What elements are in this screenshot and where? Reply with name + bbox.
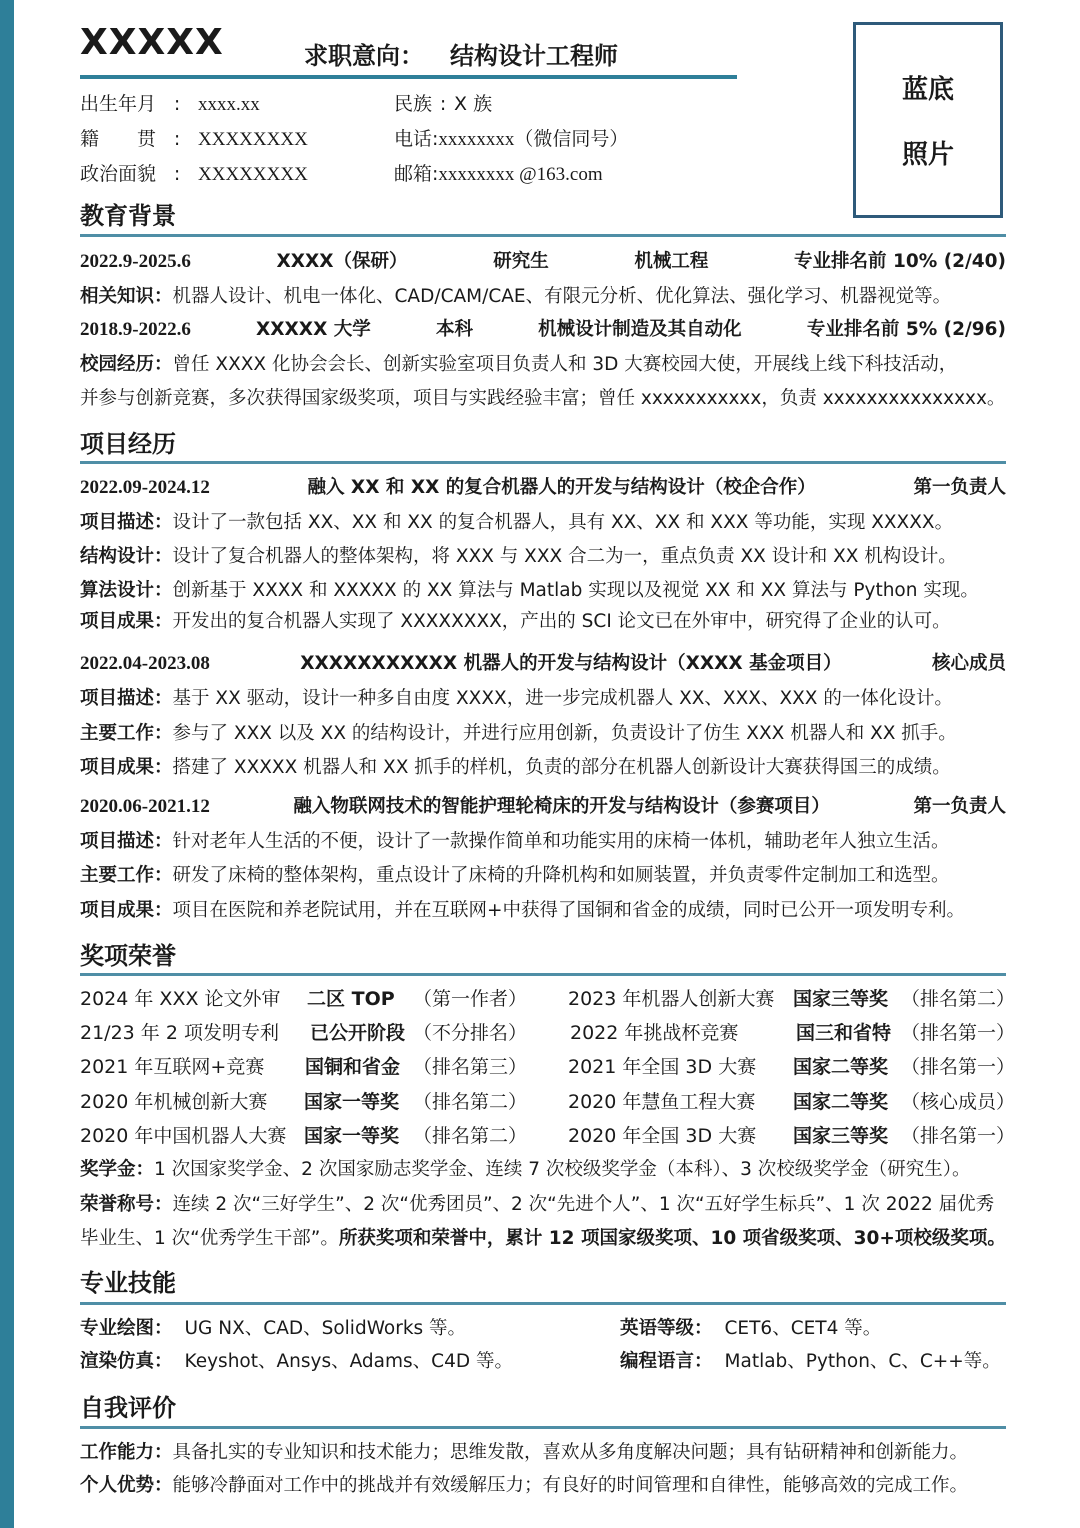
award-item: 2024 年 XXX 论文外审 xyxy=(80,988,281,1010)
edu-entry-1: 2022.9-2025.6 XXXX（保研） 研究生 机械工程 专业排名前 10% (2/40) xyxy=(80,251,1006,272)
award-level: 国家二等奖 xyxy=(793,1091,889,1113)
project-1-line: 项目成果：开发出的复合机器人实现了 XXXXXXXX，产出的 SCI 论文已在外审中，研究得了企业的认可。 xyxy=(80,611,951,632)
award-level: 国家一等奖 xyxy=(304,1091,400,1113)
edu-knowledge: 相关知识：机器人设计、机电一体化、CAD/CAM/CAE、有限元分析、优化算法、强化学习、机器视觉等。 xyxy=(80,286,952,307)
award-item: 2021 年全国 3D 大赛 xyxy=(568,1056,757,1078)
scholarship-line: 奖学金：1 次国家奖学金、2 次国家励志奖学金、连续 7 次校级奖学金（本科）、3 次校级奖学金（研究生）。 xyxy=(80,1159,971,1180)
job-label: 求职意向： xyxy=(304,42,424,70)
award-rank: （核心成员） xyxy=(901,1091,1016,1113)
project-1-line: 项目描述：设计了一款包括 XX、XX 和 XX 的复合机器人，具有 XX、XX 和 XXX 等功能，实现 XXXXX。 xyxy=(80,512,954,533)
self-title: 自我评价 xyxy=(80,1394,176,1422)
project-3-line: 主要工作：研发了床椅的整体架构，重点设计了床椅的升降机构和如厕装置，并负责零件定制加工和选型。 xyxy=(80,865,950,886)
award-item: 2021 年互联网+竞赛 xyxy=(80,1056,265,1078)
info-left xyxy=(80,87,308,192)
edu-campus: 校园经历：曾任 XXXX 化协会会长、创新实验室项目负责人和 3D 大赛校园大使，开展线上线下科技活动， xyxy=(80,354,958,375)
project-1-line: 结构设计：设计了复合机器人的整体架构，将 XXX 与 XXX 合二为一，重点负责 XX 设计和 XX 机构设计。 xyxy=(80,546,957,567)
project-2-line: 项目描述：基于 XX 驱动，设计一种多自由度 XXXX，进一步完成机器人 XX、XXX、XXX 的一体化设计。 xyxy=(80,688,953,709)
self-ability: 工作能力：具备扎实的专业知识和技术能力；思维发散，喜欢从多角度解决问题；具有钻研精神和创新能力。 xyxy=(80,1442,969,1463)
award-rank: （排名第二） xyxy=(413,1091,528,1113)
award-rank: （排名第三） xyxy=(413,1056,528,1078)
edu-campus-cont: 并参与创新竞赛，多次获得国家级奖项，项目与实践经验丰富；曾任 xxxxxxxxxxx，负责 xxxxxxxxxxxxxxx。 xyxy=(80,388,1006,409)
info-email: 邮箱:xxxxxxxx @163.com xyxy=(394,163,603,185)
honor-summary: 所获奖项和荣誉中，累计 12 项国家级奖项、10 项省级奖项、30+项校级奖项。 xyxy=(338,1228,1006,1249)
award-rank: （不分排名） xyxy=(413,1022,528,1044)
info-origin: 籍 贯 : XXXXXXXX xyxy=(80,128,308,150)
project-3-header: 2020.06-2021.12 融入物联网技术的智能护理轮椅床的开发与结构设计（参赛项目） 第一负责人 xyxy=(80,796,1006,817)
info-politics: 政治面貌 : XXXXXXXX xyxy=(80,163,308,185)
award-level: 二区 TOP xyxy=(307,988,395,1010)
honor-line-cont: 毕业生、1 次“优秀学生干部”。所获奖项和荣誉中，累计 12 项国家级奖项、10 项省级奖项、30+项校级奖项。 xyxy=(80,1228,1006,1249)
project-2-header: 2022.04-2023.08 XXXXXXXXXXX 机器人的开发与结构设计（XXXX 基金项目） 核心成员 xyxy=(80,653,1006,674)
project-1-header: 2022.09-2024.12 融入 XX 和 XX 的复合机器人的开发与结构设计（校企合作） 第一负责人 xyxy=(80,477,1006,498)
info-phone: 电话:xxxxxxxx（微信同号） xyxy=(394,128,629,150)
skill-drawing: 专业绘图： UG NX、CAD、SolidWorks 等。 xyxy=(80,1318,467,1339)
award-rank: （排名第二） xyxy=(413,1125,528,1147)
award-level: 国铜和省金 xyxy=(305,1056,401,1078)
award-item: 2020 年机械创新大赛 xyxy=(80,1091,268,1113)
project-2-line: 项目成果：搭建了 XXXXX 机器人和 XX 抓手的样机，负责的部分在机器人创新设计大赛获得国三的成绩。 xyxy=(80,757,951,778)
info-right xyxy=(394,87,628,192)
awards-title: 奖项荣誉 xyxy=(80,942,176,970)
photo-text-line1: 蓝底 xyxy=(901,75,954,105)
award-level: 国家三等奖 xyxy=(793,988,889,1010)
skill-simulation: 渲染仿真： Keyshot、Ansys、Adams、C4D 等。 xyxy=(80,1351,513,1372)
project-3-line: 项目成果：项目在医院和养老院试用，并在互联网+中获得了国铜和省金的成绩，同时已公开一项发明专利。 xyxy=(80,900,966,921)
header-divider xyxy=(80,75,737,79)
skills-title: 专业技能 xyxy=(80,1269,176,1297)
projects-title: 项目经历 xyxy=(80,430,176,458)
candidate-name: XXXXX xyxy=(80,22,224,63)
award-item: 2023 年机器人创新大赛 xyxy=(568,988,775,1010)
award-item: 2022 年挑战杯竞赛 xyxy=(570,1022,739,1044)
skills-divider xyxy=(80,1302,1006,1305)
award-rank: （排名第一） xyxy=(901,1125,1016,1147)
edu-entry-2: 2018.9-2022.6 XXXXX 大学 本科 机械设计制造及其自动化 专业排名前 5% (2/96) xyxy=(80,319,1006,340)
award-level: 国三和省特 xyxy=(796,1022,892,1044)
job-intention xyxy=(304,36,618,71)
award-item: 21/23 年 2 项发明专利 xyxy=(80,1022,279,1044)
award-level: 国家一等奖 xyxy=(304,1125,400,1147)
photo-text-line2: 照片 xyxy=(901,140,954,170)
skill-english: 英语等级： CET6、CET4 等。 xyxy=(620,1318,882,1339)
self-divider xyxy=(80,1426,1006,1429)
award-rank: （排名第二） xyxy=(901,988,1016,1010)
award-item: 2020 年慧鱼工程大赛 xyxy=(568,1091,756,1113)
education-title: 教育背景 xyxy=(80,202,176,230)
award-item: 2020 年全国 3D 大赛 xyxy=(568,1125,757,1147)
honor-line: 荣誉称号：连续 2 次“三好学生”、2 次“优秀团员”、2 次“先进个人”、1 次“五好学生标兵”、1 次 2022 届优秀 xyxy=(80,1194,995,1215)
self-advantage: 个人优势：能够冷静面对工作中的挑战并有效缓解压力；有良好的时间管理和自律性，能够高效的完成工作。 xyxy=(80,1475,969,1496)
award-item: 2020 年中国机器人大赛 xyxy=(80,1125,287,1147)
job-title: 结构设计工程师 xyxy=(450,42,618,70)
awards-divider xyxy=(80,973,1006,976)
education-divider xyxy=(80,234,1006,237)
project-2-line: 主要工作：参与了 XXX 以及 XX 的结构设计，并进行应用创新，负责设计了仿生 XXX 机器人和 XX 抓手。 xyxy=(80,723,957,744)
info-ethnic: 民族 : X 族 xyxy=(394,93,493,115)
photo-placeholder xyxy=(853,22,1003,218)
award-rank: （排名第一） xyxy=(901,1056,1016,1078)
projects-divider xyxy=(80,461,1006,464)
skill-programming: 编程语言： Matlab、Python、C、C++等。 xyxy=(620,1351,1001,1372)
left-accent-bar xyxy=(0,0,14,1528)
info-birth: 出生年月 : xxxx.xx xyxy=(80,93,260,115)
award-level: 国家二等奖 xyxy=(793,1056,889,1078)
award-level: 国家三等奖 xyxy=(793,1125,889,1147)
project-3-line: 项目描述：针对老年人生活的不便，设计了一款操作简单和功能实用的床椅一体机，辅助老年人独立生活。 xyxy=(80,831,950,852)
award-level: 已公开阶段 xyxy=(310,1022,406,1044)
award-rank: （排名第一） xyxy=(901,1022,1016,1044)
award-rank: （第一作者） xyxy=(413,988,528,1010)
project-1-line: 算法设计：创新基于 XXXX 和 XXXXX 的 XX 算法与 Matlab 实现以及视觉 XX 和 XX 算法与 Python 实现。 xyxy=(80,580,979,601)
